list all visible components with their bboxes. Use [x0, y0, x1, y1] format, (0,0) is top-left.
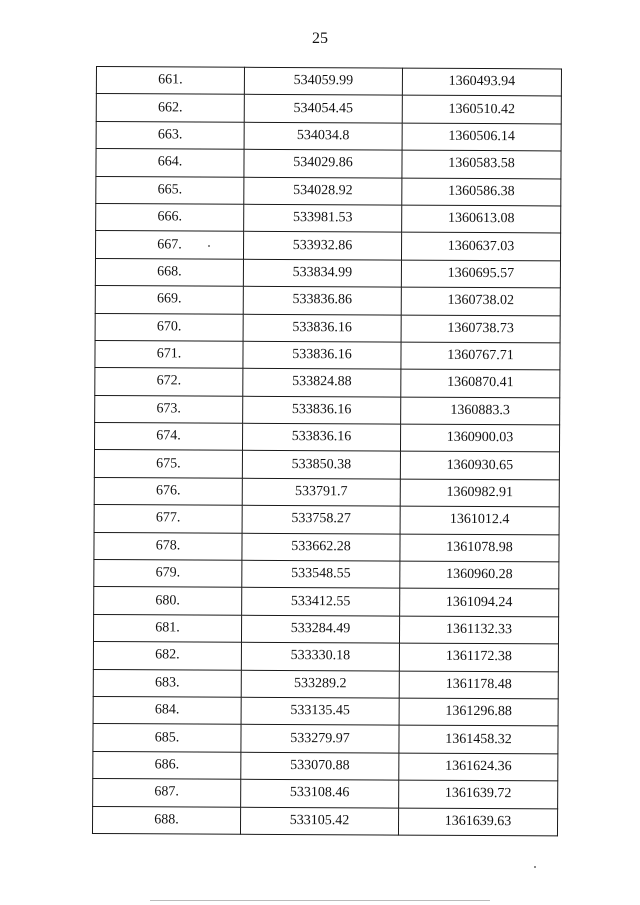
y-coordinate-cell: 1360637.03	[401, 232, 560, 260]
x-coordinate-cell: 534059.99	[244, 67, 402, 95]
point-number-cell: 685.	[93, 724, 241, 752]
table-row	[95, 286, 560, 316]
table-row	[94, 505, 559, 535]
point-number-cell: 665.	[96, 176, 244, 204]
y-coordinate-cell: 1360870.41	[401, 369, 560, 397]
point-number-cell: 687.	[93, 779, 241, 807]
point-number-cell: 668.	[95, 258, 243, 286]
x-coordinate-cell: 533824.88	[243, 369, 401, 397]
point-number-cell: 681.	[93, 614, 241, 642]
point-number-cell: 686.	[93, 751, 241, 779]
point-number-cell: 663.	[96, 121, 244, 149]
table-row	[96, 94, 561, 124]
table-row	[96, 149, 561, 179]
point-number-cell: 670.	[95, 313, 243, 341]
x-coordinate-cell: 533279.97	[241, 725, 399, 753]
y-coordinate-cell: 1360510.42	[402, 95, 561, 123]
table-row	[95, 340, 560, 370]
point-number-cell: 661.	[96, 67, 244, 95]
coordinates-table	[92, 66, 562, 836]
y-coordinate-cell: 1360506.14	[402, 123, 561, 151]
point-number-cell: 676.	[94, 477, 242, 505]
x-coordinate-cell: 534028.92	[244, 177, 402, 205]
table-row	[93, 669, 558, 699]
table-row	[96, 121, 561, 151]
point-number-cell: 677.	[94, 505, 242, 533]
table-row	[95, 395, 560, 425]
y-coordinate-cell: 1360613.08	[402, 205, 561, 233]
table-row	[92, 806, 557, 836]
x-coordinate-cell: 533412.55	[242, 588, 400, 616]
x-coordinate-cell: 533981.53	[244, 204, 402, 232]
x-coordinate-cell: 533836.16	[243, 341, 401, 369]
y-coordinate-cell: 1360883.3	[401, 397, 560, 425]
y-coordinate-cell: 1360493.94	[402, 68, 561, 96]
x-coordinate-cell: 533791.7	[242, 478, 400, 506]
y-coordinate-cell: 1360767.71	[401, 342, 560, 370]
x-coordinate-cell: 533834.99	[243, 259, 401, 287]
x-coordinate-cell: 533284.49	[241, 615, 399, 643]
x-coordinate-cell: 533330.18	[241, 642, 399, 670]
table-row	[95, 231, 560, 261]
table-row	[93, 779, 558, 809]
point-number-cell: 678.	[94, 532, 242, 560]
point-number-cell: 662.	[96, 94, 244, 122]
x-coordinate-cell: 533289.2	[241, 670, 399, 698]
point-number-cell: 688.	[92, 806, 240, 834]
table-row	[96, 67, 561, 97]
y-coordinate-cell: 1360982.91	[400, 479, 559, 507]
point-number-cell: 664.	[96, 149, 244, 177]
point-number-cell: 683.	[93, 669, 241, 697]
table-row	[93, 724, 558, 754]
y-coordinate-cell: 1361078.98	[400, 534, 559, 562]
scan-speck	[208, 245, 210, 247]
point-number-cell: 679.	[94, 560, 242, 588]
table-row	[96, 203, 561, 233]
x-coordinate-cell: 533836.16	[243, 396, 401, 424]
page-number: 25	[312, 30, 328, 47]
point-number-cell: 671.	[95, 340, 243, 368]
table-row	[94, 587, 559, 617]
x-coordinate-cell: 533105.42	[240, 807, 398, 835]
y-coordinate-cell: 1361178.48	[399, 671, 558, 699]
y-coordinate-cell: 1360586.38	[402, 178, 561, 206]
y-coordinate-cell: 1360695.57	[401, 260, 560, 288]
y-coordinate-cell: 1360738.02	[401, 287, 560, 315]
y-coordinate-cell: 1360583.58	[402, 150, 561, 178]
y-coordinate-cell: 1361012.4	[400, 506, 559, 534]
scan-speck	[534, 866, 536, 868]
x-coordinate-cell: 533108.46	[241, 779, 399, 807]
x-coordinate-cell: 533662.28	[242, 533, 400, 561]
x-coordinate-cell: 533836.16	[242, 423, 400, 451]
x-coordinate-cell: 533850.38	[242, 451, 400, 479]
scan-edge-line	[150, 900, 490, 901]
point-number-cell: 669.	[95, 286, 243, 314]
point-number-cell: 667.	[95, 231, 243, 259]
x-coordinate-cell: 533548.55	[242, 560, 400, 588]
x-coordinate-cell: 533836.16	[243, 314, 401, 342]
x-coordinate-cell: 534029.86	[244, 149, 402, 177]
y-coordinate-cell: 1361639.63	[398, 808, 557, 836]
y-coordinate-cell: 1361458.32	[399, 725, 558, 753]
table-row	[93, 642, 558, 672]
x-coordinate-cell: 533758.27	[242, 506, 400, 534]
point-number-cell: 673.	[95, 395, 243, 423]
table-row	[94, 423, 559, 453]
table-row	[96, 176, 561, 206]
table-row	[95, 313, 560, 343]
point-number-cell: 682.	[93, 642, 241, 670]
table-row	[93, 751, 558, 781]
y-coordinate-cell: 1360900.03	[400, 424, 559, 452]
x-coordinate-cell: 534054.45	[244, 95, 402, 123]
y-coordinate-cell: 1361296.88	[399, 698, 558, 726]
y-coordinate-cell: 1360960.28	[400, 561, 559, 589]
x-coordinate-cell: 533932.86	[243, 232, 401, 260]
table-row	[95, 258, 560, 288]
point-number-cell: 666.	[96, 203, 244, 231]
y-coordinate-cell: 1361132.33	[399, 616, 558, 644]
point-number-cell: 672.	[95, 368, 243, 396]
x-coordinate-cell: 534034.8	[244, 122, 402, 150]
coordinates-table-body	[92, 67, 561, 836]
y-coordinate-cell: 1361094.24	[400, 589, 559, 617]
point-number-cell: 675.	[94, 450, 242, 478]
y-coordinate-cell: 1361639.72	[399, 780, 558, 808]
y-coordinate-cell: 1361624.36	[399, 753, 558, 781]
y-coordinate-cell: 1360738.73	[401, 315, 560, 343]
table-row	[93, 614, 558, 644]
table-row	[94, 450, 559, 480]
point-number-cell: 680.	[94, 587, 242, 615]
table-row	[94, 477, 559, 507]
table-row	[93, 696, 558, 726]
y-coordinate-cell: 1360930.65	[400, 452, 559, 480]
x-coordinate-cell: 533135.45	[241, 697, 399, 725]
y-coordinate-cell: 1361172.38	[399, 643, 558, 671]
point-number-cell: 674.	[94, 423, 242, 451]
table-row	[94, 560, 559, 590]
x-coordinate-cell: 533070.88	[241, 752, 399, 780]
table-row	[95, 368, 560, 398]
table-row	[94, 532, 559, 562]
point-number-cell: 684.	[93, 696, 241, 724]
x-coordinate-cell: 533836.86	[243, 286, 401, 314]
